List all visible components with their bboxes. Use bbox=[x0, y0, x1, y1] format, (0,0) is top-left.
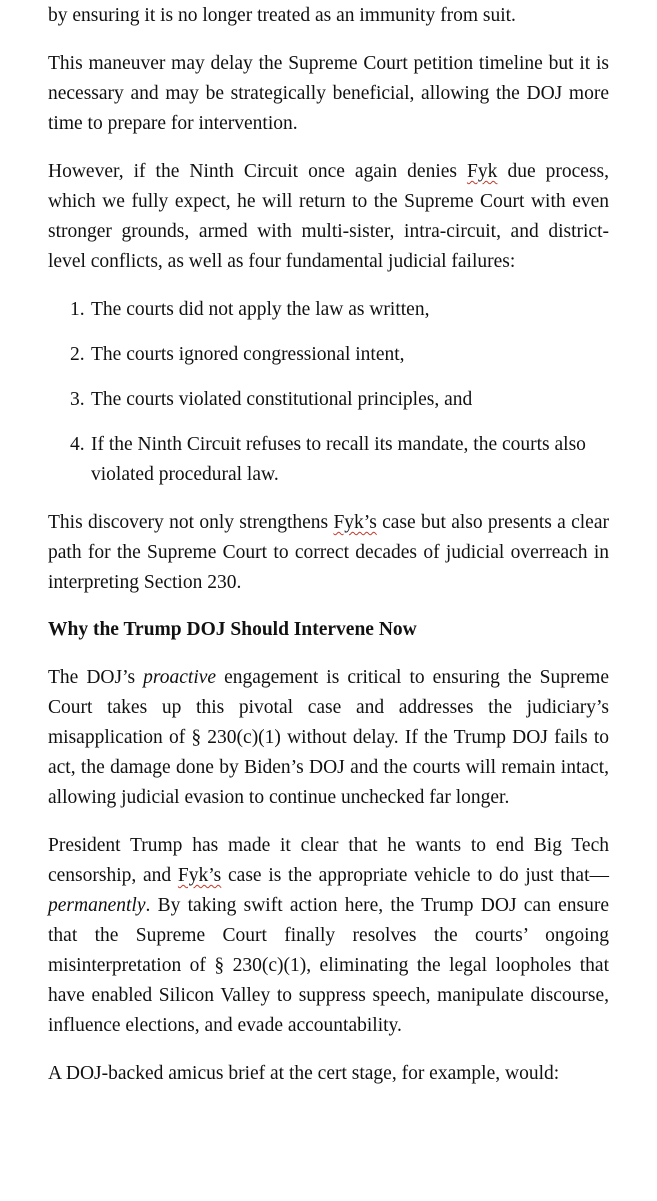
list-number: 1. bbox=[70, 299, 85, 320]
text-run: due process, which we fully expect, he will return to the Supreme Court with even stronger grounds, armed with multi-sister, intra-circuit, and district-level conflicts, as well as four fundamental judicial failures: bbox=[48, 161, 609, 272]
paragraph-president-trump bbox=[48, 831, 609, 1041]
text-run: President Trump has made it clear that he wants to end Big Tech censorship, and bbox=[48, 835, 609, 886]
text-run: This discovery not only strengthens bbox=[48, 512, 334, 533]
text-run: . By taking swift action here, the Trump DOJ can ensure that the Supreme Court finally resolves the courts’ ongoing misinterpretation of § 230(c)(1), eliminating the legal loopholes that have enabled Silicon Valley to suppress speech, manipulate discourse, influence elections, and evade accountability. bbox=[48, 895, 609, 1036]
list-text: The courts violated constitutional principles, and bbox=[91, 389, 473, 410]
list-text: The courts ignored congressional intent, bbox=[91, 344, 405, 365]
paragraph-maneuver: This maneuver may delay the Supreme Court petition timeline but it is necessary and may be strategically beneficial, allowing the DOJ more time to prepare for intervention. bbox=[48, 53, 609, 134]
spellcheck-word: Fyk’s bbox=[333, 512, 377, 533]
list-number: 2. bbox=[70, 344, 85, 365]
judicial-failures-list bbox=[48, 295, 609, 490]
text-run: case but also presents a clear path for the Supreme Court to correct decades of judicial overreach in interpreting Section 230. bbox=[48, 512, 609, 593]
list-number: 3. bbox=[70, 389, 85, 410]
list-item bbox=[48, 340, 609, 370]
spellcheck-word: Fyk bbox=[467, 161, 498, 182]
paragraph-continuation: by ensuring it is no longer treated as an immunity from suit. bbox=[48, 5, 516, 26]
emphasis-text: proactive bbox=[143, 667, 217, 688]
list-item bbox=[48, 430, 609, 490]
paragraph-amicus-brief: A DOJ-backed amicus brief at the cert stage, for example, would: bbox=[48, 1063, 560, 1084]
paragraph-discovery bbox=[48, 508, 609, 598]
paragraph-doj-engagement bbox=[48, 663, 609, 813]
text-run: case is the appropriate vehicle to do just that— bbox=[221, 865, 609, 886]
text-run: The DOJ’s bbox=[48, 667, 144, 688]
list-item bbox=[48, 295, 609, 325]
list-number: 4. bbox=[70, 434, 85, 455]
document-page bbox=[0, 1, 657, 1089]
section-heading: Why the Trump DOJ Should Intervene Now bbox=[48, 619, 417, 640]
spellcheck-word: Fyk’s bbox=[177, 865, 222, 886]
list-text: The courts did not apply the law as written, bbox=[91, 299, 430, 320]
text-run: However, if the Ninth Circuit once again denies bbox=[48, 161, 468, 182]
text-run: engagement is critical to ensuring the Supreme Court takes up this pivotal case and addresses the judiciary’s misapplication of § 230(c)(1) without delay. If the Trump DOJ fails to act, the damage done by Biden’s DOJ and the courts will remain intact, allowing judicial evasion to continue unchecked far longer. bbox=[48, 667, 609, 808]
emphasis-text: permanently bbox=[48, 895, 146, 916]
paragraph-ninth-circuit bbox=[48, 157, 609, 277]
list-text: If the Ninth Circuit refuses to recall its mandate, the courts also violated procedural law. bbox=[91, 434, 586, 485]
list-item bbox=[48, 385, 609, 415]
